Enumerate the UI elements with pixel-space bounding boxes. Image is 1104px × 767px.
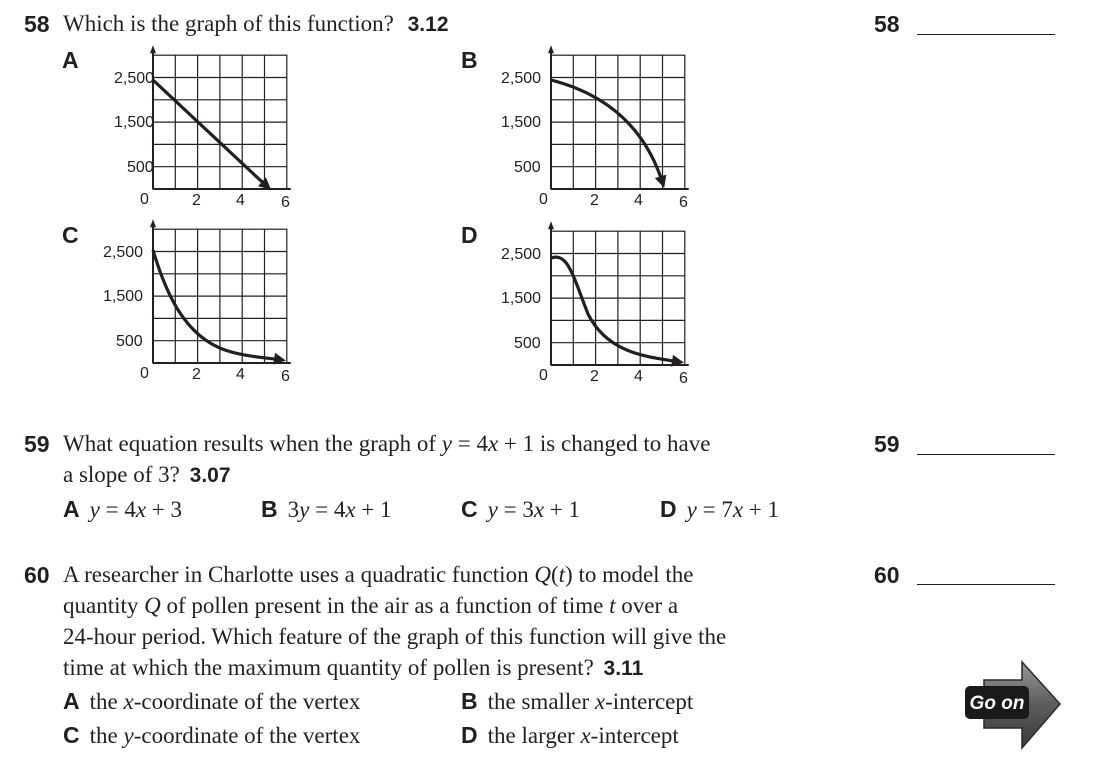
x-tick-4: 4: [236, 192, 245, 209]
y-tick-500: 500: [116, 333, 143, 350]
q59-answer-line[interactable]: [917, 454, 1055, 455]
graph-d-svg: [498, 228, 698, 388]
q60-text: quantity: [63, 593, 139, 618]
x-tick-4: 4: [634, 192, 643, 209]
choice-letter: B: [461, 688, 478, 714]
choice-post: -coordinate of the vertex: [133, 689, 361, 714]
x-tick-2: 2: [192, 366, 201, 383]
x-tick-2: 2: [590, 192, 599, 209]
q60-var-t: t: [609, 593, 616, 618]
choice-var: x: [580, 723, 591, 748]
q60-answer-line[interactable]: [917, 584, 1055, 585]
x-tick-2: 2: [192, 192, 201, 209]
q58-answer-number: 58: [874, 11, 900, 37]
y-tick-500: 500: [127, 159, 154, 176]
graph-c-curve: [153, 250, 282, 360]
y-axis-arrowhead: [150, 219, 156, 227]
x-tick-0: 0: [539, 367, 548, 384]
x-tick-0: 0: [140, 191, 149, 208]
q59-choice-c[interactable]: [461, 496, 580, 523]
choice-pre: the smaller: [487, 689, 595, 714]
q60-fn-q: Q: [534, 562, 551, 587]
q59-stem-text-2: a slope of 3?: [63, 462, 180, 487]
q59-stem: [63, 428, 710, 491]
choice-post: + 1: [743, 497, 780, 522]
choice-var: x: [123, 689, 134, 714]
graph-c-letter: C: [62, 222, 79, 248]
go-on-label: Go on: [969, 693, 1025, 714]
q60-stem-line2: [63, 590, 726, 621]
x-tick-2: 2: [590, 368, 599, 385]
graph-d: [498, 228, 698, 393]
choice-var1: y: [89, 497, 100, 522]
q60-answer-number: 60: [874, 562, 900, 588]
choice-pre: 3: [287, 497, 300, 522]
y-axis-arrowhead: [150, 45, 156, 53]
go-on-arrow-icon: [962, 660, 1062, 752]
choice-post: + 1: [355, 497, 392, 522]
choice-var1: y: [487, 497, 498, 522]
graph-b: [498, 52, 698, 217]
x-tick-6: 6: [281, 194, 290, 211]
x-tick-6: 6: [679, 194, 688, 211]
y-tick-1500: 1,500: [501, 114, 542, 131]
y-tick-2500: 2,500: [501, 70, 542, 87]
choice-mid: = 7: [696, 497, 733, 522]
choice-var1: y: [299, 497, 310, 522]
q59-choice-d[interactable]: [660, 496, 779, 523]
q59-eq-var-y: y: [441, 431, 452, 456]
choice-mid: = 4: [309, 497, 346, 522]
q58-stem: [63, 8, 449, 40]
q60-choice-d[interactable]: [461, 722, 679, 749]
y-tick-2500: 2,500: [114, 70, 155, 87]
choice-var1: y: [686, 497, 697, 522]
choice-var2: x: [732, 497, 744, 522]
graph-b-arrowhead: [655, 175, 666, 188]
y-tick-500: 500: [514, 159, 541, 176]
q60-choice-b[interactable]: [461, 688, 693, 715]
graph-c-grid: [153, 223, 291, 363]
q60-text: time at which the maximum quantity of pollen is present?: [63, 655, 594, 680]
x-tick-4: 4: [634, 368, 643, 385]
q60-paren-open: (: [550, 562, 559, 587]
q59-stem-line2: [63, 459, 710, 491]
y-tick-500: 500: [514, 335, 541, 352]
choice-letter: A: [63, 496, 80, 522]
q59-number: 59: [24, 431, 50, 457]
choice-letter: C: [63, 722, 80, 748]
choice-var2: x: [533, 497, 545, 522]
q59-eq-end: + 1 is changed to have: [498, 431, 711, 456]
q59-stem-text: What equation results when the graph of: [63, 431, 436, 456]
choice-pre: the: [89, 723, 124, 748]
q58-stem-text: Which is the graph of this function?: [63, 11, 394, 36]
q60-text: over a: [621, 593, 679, 618]
graph-d-curve: [551, 257, 680, 362]
x-tick-4: 4: [236, 366, 245, 383]
choice-mid: = 4: [99, 497, 136, 522]
graph-b-grid: [551, 49, 689, 189]
q60-choice-a[interactable]: [63, 688, 360, 715]
choice-letter: B: [261, 496, 278, 522]
x-tick-0: 0: [140, 365, 149, 382]
choice-letter: D: [660, 496, 677, 522]
choice-pre: the: [89, 689, 124, 714]
choice-post: -intercept: [590, 723, 679, 748]
q60-standard-code: 3.11: [603, 657, 644, 680]
graph-b-svg: [498, 52, 698, 212]
graph-a-grid: [153, 49, 291, 189]
q60-stem: [63, 559, 726, 684]
q60-var-t: t: [558, 562, 566, 587]
graph-c: [100, 226, 300, 391]
graph-d-letter: D: [461, 222, 478, 248]
choice-var: y: [123, 723, 134, 748]
x-tick-6: 6: [281, 368, 290, 385]
graph-d-grid: [551, 225, 689, 365]
graph-a: [100, 52, 300, 217]
q59-eq-mid: = 4: [451, 431, 488, 456]
q59-choice-b[interactable]: [261, 496, 392, 523]
q59-answer-number: 59: [874, 431, 900, 457]
q59-standard-code: 3.07: [189, 464, 231, 487]
q60-stem-line1: [63, 559, 726, 590]
y-axis-arrowhead: [548, 221, 554, 229]
y-tick-2500: 2,500: [103, 244, 144, 261]
choice-var2: x: [345, 497, 356, 522]
graph-a-svg: [100, 52, 300, 212]
y-axis-arrowhead: [548, 45, 554, 53]
q60-paren-close: ): [565, 562, 573, 587]
choice-letter: D: [461, 722, 478, 748]
q60-text: of pollen present in the air as a function of time: [166, 593, 604, 618]
graph-b-curve: [551, 80, 663, 184]
q60-number: 60: [24, 562, 50, 588]
choice-var: x: [594, 689, 606, 714]
choice-post: + 1: [544, 497, 581, 522]
q58-answer-line[interactable]: [917, 34, 1055, 35]
q60-text: to model the: [578, 562, 694, 587]
y-tick-2500: 2,500: [501, 246, 542, 263]
graph-c-svg: [100, 226, 300, 386]
choice-var2: x: [135, 497, 147, 522]
go-on-button[interactable]: [962, 660, 1062, 752]
q58-number: 58: [24, 11, 50, 37]
choice-post: -coordinate of the vertex: [133, 723, 361, 748]
q60-text: A researcher in Charlotte uses a quadratic function: [63, 562, 529, 587]
q60-choice-c[interactable]: [63, 722, 360, 749]
choice-post: + 3: [146, 497, 183, 522]
q58-standard-code: 3.12: [407, 13, 449, 36]
graph-b-letter: B: [461, 47, 478, 73]
choice-post: -intercept: [605, 689, 694, 714]
q60-stem-line4: [63, 652, 726, 684]
q60-var-q: Q: [144, 593, 161, 618]
y-tick-1500: 1,500: [103, 288, 144, 305]
choice-letter: C: [461, 496, 478, 522]
q59-eq-var-x: x: [487, 431, 499, 456]
choice-mid: = 3: [497, 497, 534, 522]
choice-letter: A: [63, 688, 80, 714]
q59-choice-a[interactable]: [63, 496, 182, 523]
x-tick-0: 0: [539, 191, 548, 208]
graph-a-curve: [153, 80, 268, 187]
q59-stem-line1: [63, 428, 710, 459]
graph-a-letter: A: [62, 47, 79, 73]
y-tick-1500: 1,500: [114, 114, 155, 131]
choice-pre: the larger: [487, 723, 581, 748]
y-tick-1500: 1,500: [501, 290, 542, 307]
q60-stem-line3: 24-hour period. Which feature of the graph of this function will give the: [63, 624, 727, 649]
x-tick-6: 6: [679, 370, 688, 387]
